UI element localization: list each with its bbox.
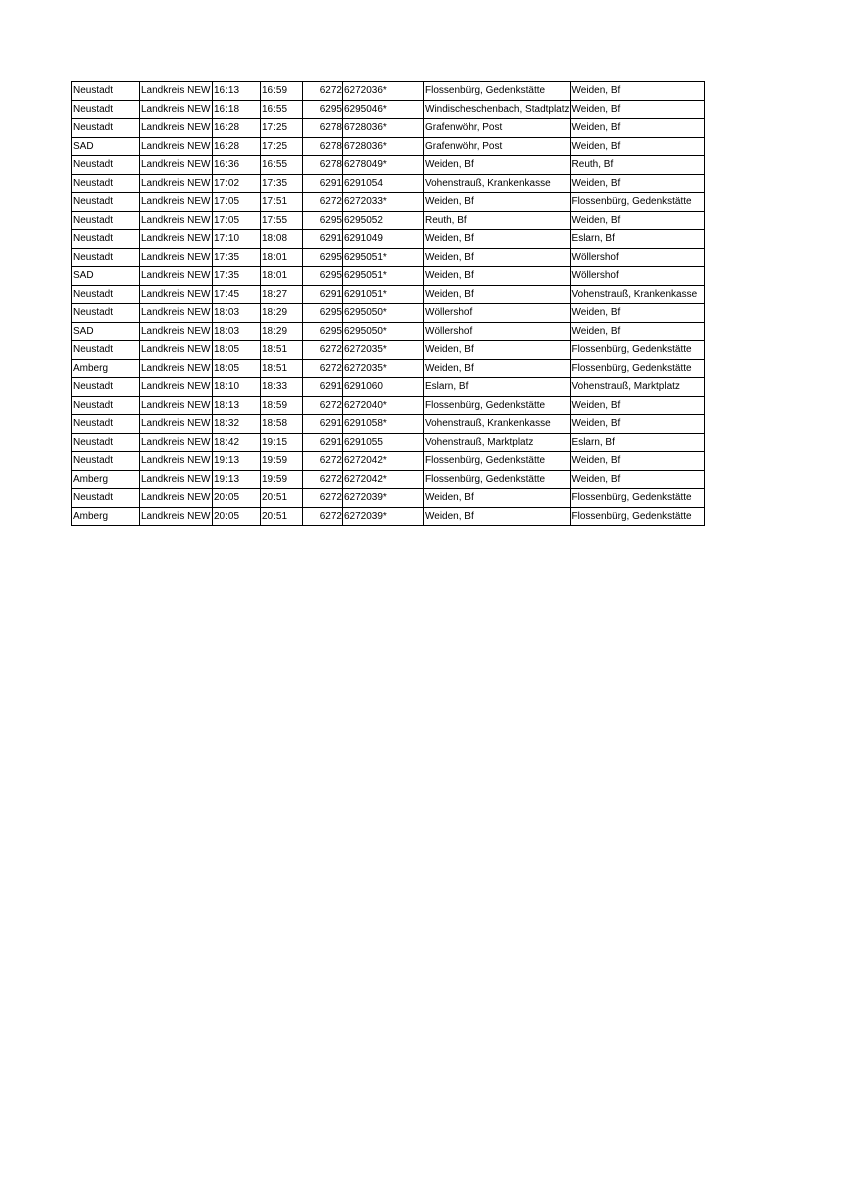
destination-cell: Wöllershof: [570, 267, 704, 286]
origin-cell: Weiden, Bf: [424, 156, 571, 175]
departure-time-cell: 19:13: [213, 452, 261, 471]
origin-cell: Weiden, Bf: [424, 341, 571, 360]
arrival-time-cell: 18:01: [261, 248, 303, 267]
trip-number-cell: 6728036*: [343, 137, 424, 156]
destination-cell: Flossenbürg, Gedenkstätte: [570, 359, 704, 378]
departure-time-cell: 18:05: [213, 359, 261, 378]
district-cell: Landkreis NEW: [140, 156, 213, 175]
departure-time-cell: 17:45: [213, 285, 261, 304]
trip-number-cell: 6272035*: [343, 341, 424, 360]
arrival-time-cell: 20:51: [261, 489, 303, 508]
timetable-sheet: [71, 81, 705, 526]
line-cell: 6291: [303, 230, 343, 249]
district-cell: Landkreis NEW: [140, 378, 213, 397]
district-cell: Landkreis NEW: [140, 285, 213, 304]
departure-time-cell: 18:32: [213, 415, 261, 434]
district-cell: Landkreis NEW: [140, 193, 213, 212]
origin-cell: Grafenwöhr, Post: [424, 119, 571, 138]
departure-time-cell: 16:28: [213, 137, 261, 156]
table-row: [72, 119, 705, 138]
district-cell: Landkreis NEW: [140, 211, 213, 230]
table-row: [72, 82, 705, 101]
table-row: [72, 137, 705, 156]
district-cell: Landkreis NEW: [140, 248, 213, 267]
table-row: [72, 433, 705, 452]
line-cell: 6272: [303, 489, 343, 508]
trip-number-cell: 6272035*: [343, 359, 424, 378]
arrival-time-cell: 16:55: [261, 100, 303, 119]
operator-cell: Amberg: [72, 507, 140, 526]
origin-cell: Vohenstrauß, Krankenkasse: [424, 174, 571, 193]
origin-cell: Weiden, Bf: [424, 248, 571, 267]
departure-time-cell: 17:35: [213, 248, 261, 267]
district-cell: Landkreis NEW: [140, 396, 213, 415]
departure-time-cell: 18:05: [213, 341, 261, 360]
trip-number-cell: 6272042*: [343, 452, 424, 471]
district-cell: Landkreis NEW: [140, 507, 213, 526]
departure-time-cell: 16:36: [213, 156, 261, 175]
arrival-time-cell: 18:29: [261, 322, 303, 341]
table-row: [72, 248, 705, 267]
trip-number-cell: 6291055: [343, 433, 424, 452]
origin-cell: Weiden, Bf: [424, 285, 571, 304]
line-cell: 6272: [303, 507, 343, 526]
departure-time-cell: 17:10: [213, 230, 261, 249]
arrival-time-cell: 16:55: [261, 156, 303, 175]
line-cell: 6291: [303, 415, 343, 434]
line-cell: 6295: [303, 304, 343, 323]
line-cell: 6272: [303, 452, 343, 471]
departure-time-cell: 17:05: [213, 193, 261, 212]
departure-time-cell: 16:13: [213, 82, 261, 101]
departure-time-cell: 20:05: [213, 507, 261, 526]
district-cell: Landkreis NEW: [140, 341, 213, 360]
origin-cell: Flossenbürg, Gedenkstätte: [424, 452, 571, 471]
origin-cell: Weiden, Bf: [424, 230, 571, 249]
line-cell: 6295: [303, 100, 343, 119]
trip-number-cell: 6291051*: [343, 285, 424, 304]
district-cell: Landkreis NEW: [140, 415, 213, 434]
arrival-time-cell: 19:15: [261, 433, 303, 452]
operator-cell: Neustadt: [72, 433, 140, 452]
operator-cell: Neustadt: [72, 248, 140, 267]
departure-time-cell: 17:35: [213, 267, 261, 286]
district-cell: Landkreis NEW: [140, 322, 213, 341]
arrival-time-cell: 19:59: [261, 452, 303, 471]
line-cell: 6291: [303, 174, 343, 193]
trip-number-cell: 6272036*: [343, 82, 424, 101]
operator-cell: Neustadt: [72, 285, 140, 304]
origin-cell: Flossenbürg, Gedenkstätte: [424, 82, 571, 101]
origin-cell: Vohenstrauß, Marktplatz: [424, 433, 571, 452]
operator-cell: Neustadt: [72, 211, 140, 230]
trip-number-cell: 6291058*: [343, 415, 424, 434]
origin-cell: Weiden, Bf: [424, 267, 571, 286]
trip-number-cell: 6291054: [343, 174, 424, 193]
district-cell: Landkreis NEW: [140, 82, 213, 101]
trip-number-cell: 6278049*: [343, 156, 424, 175]
departure-time-cell: 18:03: [213, 322, 261, 341]
table-row: [72, 211, 705, 230]
departure-time-cell: 16:18: [213, 100, 261, 119]
origin-cell: Windischeschenbach, Stadtplatz: [424, 100, 571, 119]
destination-cell: Wöllershof: [570, 248, 704, 267]
table-row: [72, 507, 705, 526]
trip-number-cell: 6728036*: [343, 119, 424, 138]
table-row: [72, 230, 705, 249]
table-row: [72, 378, 705, 397]
operator-cell: Amberg: [72, 470, 140, 489]
operator-cell: Neustadt: [72, 378, 140, 397]
trip-number-cell: 6291060: [343, 378, 424, 397]
arrival-time-cell: 18:08: [261, 230, 303, 249]
operator-cell: Neustadt: [72, 341, 140, 360]
line-cell: 6272: [303, 193, 343, 212]
departure-time-cell: 20:05: [213, 489, 261, 508]
arrival-time-cell: 16:59: [261, 82, 303, 101]
table-row: [72, 341, 705, 360]
arrival-time-cell: 18:51: [261, 341, 303, 360]
line-cell: 6272: [303, 396, 343, 415]
table-row: [72, 193, 705, 212]
table-row: [72, 156, 705, 175]
operator-cell: Neustadt: [72, 415, 140, 434]
destination-cell: Weiden, Bf: [570, 211, 704, 230]
trip-number-cell: 6295051*: [343, 248, 424, 267]
table-row: [72, 285, 705, 304]
arrival-time-cell: 19:59: [261, 470, 303, 489]
line-cell: 6272: [303, 341, 343, 360]
destination-cell: Weiden, Bf: [570, 82, 704, 101]
operator-cell: Neustadt: [72, 396, 140, 415]
destination-cell: Eslarn, Bf: [570, 433, 704, 452]
operator-cell: Neustadt: [72, 230, 140, 249]
table-row: [72, 174, 705, 193]
arrival-time-cell: 17:51: [261, 193, 303, 212]
arrival-time-cell: 17:35: [261, 174, 303, 193]
destination-cell: Vohenstrauß, Marktplatz: [570, 378, 704, 397]
trip-number-cell: 6295050*: [343, 304, 424, 323]
arrival-time-cell: 18:58: [261, 415, 303, 434]
origin-cell: Eslarn, Bf: [424, 378, 571, 397]
district-cell: Landkreis NEW: [140, 433, 213, 452]
destination-cell: Weiden, Bf: [570, 415, 704, 434]
destination-cell: Weiden, Bf: [570, 119, 704, 138]
trip-number-cell: 6272033*: [343, 193, 424, 212]
operator-cell: Neustadt: [72, 489, 140, 508]
district-cell: Landkreis NEW: [140, 119, 213, 138]
origin-cell: Weiden, Bf: [424, 193, 571, 212]
origin-cell: Grafenwöhr, Post: [424, 137, 571, 156]
arrival-time-cell: 20:51: [261, 507, 303, 526]
table-row: [72, 470, 705, 489]
district-cell: Landkreis NEW: [140, 452, 213, 471]
line-cell: 6278: [303, 156, 343, 175]
destination-cell: Flossenbürg, Gedenkstätte: [570, 341, 704, 360]
operator-cell: Neustadt: [72, 174, 140, 193]
operator-cell: Neustadt: [72, 119, 140, 138]
departure-time-cell: 16:28: [213, 119, 261, 138]
district-cell: Landkreis NEW: [140, 230, 213, 249]
table-row: [72, 415, 705, 434]
arrival-time-cell: 17:25: [261, 137, 303, 156]
trip-number-cell: 6272039*: [343, 489, 424, 508]
destination-cell: Weiden, Bf: [570, 137, 704, 156]
table-row: [72, 396, 705, 415]
origin-cell: Weiden, Bf: [424, 489, 571, 508]
destination-cell: Flossenbürg, Gedenkstätte: [570, 507, 704, 526]
table-row: [72, 489, 705, 508]
trip-number-cell: 6291049: [343, 230, 424, 249]
arrival-time-cell: 17:25: [261, 119, 303, 138]
operator-cell: Neustadt: [72, 82, 140, 101]
destination-cell: Flossenbürg, Gedenkstätte: [570, 193, 704, 212]
line-cell: 6278: [303, 137, 343, 156]
origin-cell: Wöllershof: [424, 322, 571, 341]
district-cell: Landkreis NEW: [140, 267, 213, 286]
departure-time-cell: 18:03: [213, 304, 261, 323]
trip-number-cell: 6295051*: [343, 267, 424, 286]
destination-cell: Flossenbürg, Gedenkstätte: [570, 489, 704, 508]
arrival-time-cell: 18:27: [261, 285, 303, 304]
arrival-time-cell: 18:29: [261, 304, 303, 323]
trip-number-cell: 6295050*: [343, 322, 424, 341]
table-row: [72, 267, 705, 286]
departure-time-cell: 17:05: [213, 211, 261, 230]
table-row: [72, 452, 705, 471]
origin-cell: Weiden, Bf: [424, 507, 571, 526]
timetable: [71, 81, 705, 526]
departure-time-cell: 18:13: [213, 396, 261, 415]
district-cell: Landkreis NEW: [140, 174, 213, 193]
destination-cell: Weiden, Bf: [570, 174, 704, 193]
destination-cell: Eslarn, Bf: [570, 230, 704, 249]
table-row: [72, 100, 705, 119]
origin-cell: Vohenstrauß, Krankenkasse: [424, 415, 571, 434]
district-cell: Landkreis NEW: [140, 304, 213, 323]
line-cell: 6295: [303, 248, 343, 267]
timetable-body: [72, 82, 705, 526]
departure-time-cell: 18:42: [213, 433, 261, 452]
operator-cell: Neustadt: [72, 100, 140, 119]
operator-cell: SAD: [72, 267, 140, 286]
operator-cell: Neustadt: [72, 193, 140, 212]
line-cell: 6272: [303, 82, 343, 101]
origin-cell: Wöllershof: [424, 304, 571, 323]
line-cell: 6291: [303, 285, 343, 304]
arrival-time-cell: 17:55: [261, 211, 303, 230]
destination-cell: Weiden, Bf: [570, 396, 704, 415]
line-cell: 6272: [303, 470, 343, 489]
destination-cell: Weiden, Bf: [570, 100, 704, 119]
line-cell: 6295: [303, 211, 343, 230]
arrival-time-cell: 18:01: [261, 267, 303, 286]
operator-cell: Neustadt: [72, 304, 140, 323]
destination-cell: Weiden, Bf: [570, 470, 704, 489]
trip-number-cell: 6272042*: [343, 470, 424, 489]
operator-cell: SAD: [72, 137, 140, 156]
operator-cell: Amberg: [72, 359, 140, 378]
origin-cell: Reuth, Bf: [424, 211, 571, 230]
arrival-time-cell: 18:51: [261, 359, 303, 378]
destination-cell: Weiden, Bf: [570, 452, 704, 471]
line-cell: 6272: [303, 359, 343, 378]
departure-time-cell: 17:02: [213, 174, 261, 193]
operator-cell: Neustadt: [72, 452, 140, 471]
table-row: [72, 304, 705, 323]
trip-number-cell: 6295052: [343, 211, 424, 230]
departure-time-cell: 19:13: [213, 470, 261, 489]
district-cell: Landkreis NEW: [140, 359, 213, 378]
operator-cell: SAD: [72, 322, 140, 341]
destination-cell: Reuth, Bf: [570, 156, 704, 175]
operator-cell: Neustadt: [72, 156, 140, 175]
table-row: [72, 322, 705, 341]
trip-number-cell: 6272039*: [343, 507, 424, 526]
destination-cell: Weiden, Bf: [570, 304, 704, 323]
line-cell: 6291: [303, 433, 343, 452]
district-cell: Landkreis NEW: [140, 470, 213, 489]
line-cell: 6295: [303, 322, 343, 341]
origin-cell: Weiden, Bf: [424, 359, 571, 378]
line-cell: 6295: [303, 267, 343, 286]
departure-time-cell: 18:10: [213, 378, 261, 397]
line-cell: 6278: [303, 119, 343, 138]
destination-cell: Vohenstrauß, Krankenkasse: [570, 285, 704, 304]
destination-cell: Weiden, Bf: [570, 322, 704, 341]
origin-cell: Flossenbürg, Gedenkstätte: [424, 396, 571, 415]
district-cell: Landkreis NEW: [140, 137, 213, 156]
district-cell: Landkreis NEW: [140, 489, 213, 508]
line-cell: 6291: [303, 378, 343, 397]
trip-number-cell: 6295046*: [343, 100, 424, 119]
table-row: [72, 359, 705, 378]
arrival-time-cell: 18:33: [261, 378, 303, 397]
trip-number-cell: 6272040*: [343, 396, 424, 415]
arrival-time-cell: 18:59: [261, 396, 303, 415]
district-cell: Landkreis NEW: [140, 100, 213, 119]
origin-cell: Flossenbürg, Gedenkstätte: [424, 470, 571, 489]
